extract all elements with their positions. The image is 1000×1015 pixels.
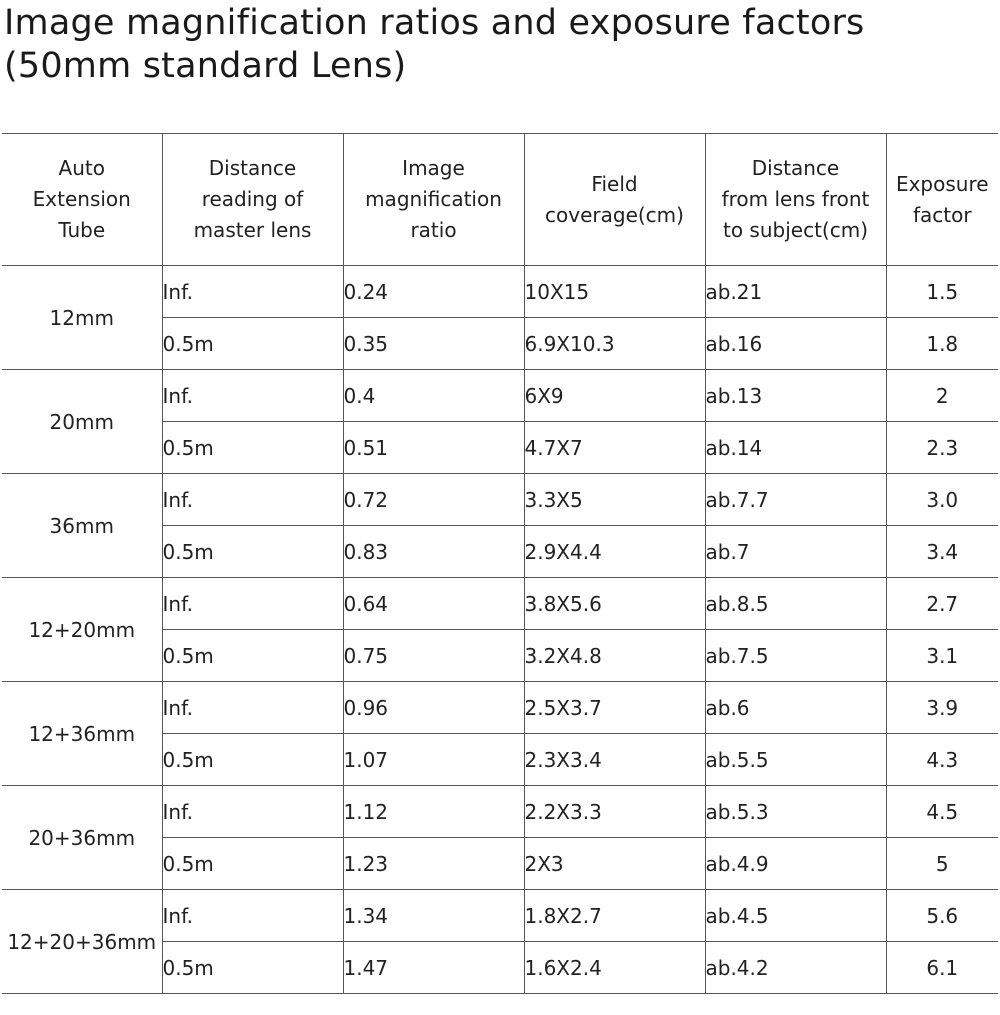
- page-title: [4, 2, 864, 88]
- magnification-cell: 0.51: [343, 422, 524, 474]
- header-text: Tube: [58, 218, 106, 242]
- field-cell: 1.6X2.4: [524, 942, 705, 994]
- magnification-cell: 0.64: [343, 578, 524, 630]
- tube-cell: 36mm: [2, 474, 162, 578]
- subject-distance-cell: ab.5.5: [705, 734, 886, 786]
- table-row: [2, 682, 998, 734]
- tube-cell: 12+20+36mm: [2, 890, 162, 994]
- header-field-coverage: [524, 134, 705, 266]
- magnification-cell: 1.07: [343, 734, 524, 786]
- distance-cell: 0.5m: [162, 318, 343, 370]
- distance-cell: Inf.: [162, 890, 343, 942]
- distance-cell: Inf.: [162, 370, 343, 422]
- exposure-cell: 4.3: [886, 734, 998, 786]
- magnification-table: [2, 133, 998, 994]
- header-text: from lens front: [721, 187, 870, 211]
- table-row: [2, 370, 998, 422]
- exposure-cell: 3.9: [886, 682, 998, 734]
- field-cell: 4.7X7: [524, 422, 705, 474]
- subject-distance-cell: ab.6: [705, 682, 886, 734]
- subject-distance-cell: ab.7: [705, 526, 886, 578]
- field-cell: 2.2X3.3: [524, 786, 705, 838]
- field-cell: 3.8X5.6: [524, 578, 705, 630]
- tube-cell: 12mm: [2, 266, 162, 370]
- header-text: Distance: [751, 156, 840, 180]
- title-line-1: Image magnification ratios and exposure factors: [4, 3, 865, 43]
- header-text: master lens: [193, 218, 312, 242]
- magnification-cell: 1.23: [343, 838, 524, 890]
- header-text: ratio: [410, 218, 457, 242]
- exposure-cell: 5: [886, 838, 998, 890]
- magnification-cell: 0.75: [343, 630, 524, 682]
- header-text: Auto: [58, 156, 105, 180]
- exposure-cell: 3.0: [886, 474, 998, 526]
- subject-distance-cell: ab.4.2: [705, 942, 886, 994]
- header-text: Exposure: [895, 171, 989, 196]
- magnification-cell: 0.72: [343, 474, 524, 526]
- header-text: Image: [402, 156, 465, 180]
- field-cell: 6.9X10.3: [524, 318, 705, 370]
- table-row: [2, 266, 998, 318]
- exposure-cell: 2: [886, 370, 998, 422]
- header-distance-reading: [162, 134, 343, 266]
- magnification-cell: 0.35: [343, 318, 524, 370]
- header-magnification-ratio: [343, 134, 524, 266]
- distance-cell: Inf.: [162, 786, 343, 838]
- header-text: reading of: [201, 187, 304, 211]
- subject-distance-cell: ab.13: [705, 370, 886, 422]
- header-text: Distance: [208, 156, 297, 180]
- subject-distance-cell: ab.5.3: [705, 786, 886, 838]
- distance-cell: Inf.: [162, 578, 343, 630]
- table-row: [2, 786, 998, 838]
- subject-distance-cell: ab.7.7: [705, 474, 886, 526]
- field-cell: 2.3X3.4: [524, 734, 705, 786]
- distance-cell: 0.5m: [162, 942, 343, 994]
- distance-cell: 0.5m: [162, 734, 343, 786]
- subject-distance-cell: ab.4.9: [705, 838, 886, 890]
- magnification-cell: 0.24: [343, 266, 524, 318]
- header-text: Extension: [32, 187, 131, 211]
- header-exposure-factor: [886, 134, 998, 266]
- field-cell: 2.9X4.4: [524, 526, 705, 578]
- exposure-cell: 3.4: [886, 526, 998, 578]
- field-cell: 3.2X4.8: [524, 630, 705, 682]
- tube-cell: 12+36mm: [2, 682, 162, 786]
- exposure-cell: 6.1: [886, 942, 998, 994]
- field-cell: 10X15: [524, 266, 705, 318]
- magnification-cell: 0.96: [343, 682, 524, 734]
- distance-cell: 0.5m: [162, 630, 343, 682]
- header-text: to subject(cm): [722, 218, 868, 242]
- distance-cell: Inf.: [162, 474, 343, 526]
- subject-distance-cell: ab.4.5: [705, 890, 886, 942]
- title-line-2: (50mm standard Lens): [4, 46, 407, 86]
- subject-distance-cell: ab.14: [705, 422, 886, 474]
- magnification-cell: 1.34: [343, 890, 524, 942]
- distance-cell: Inf.: [162, 266, 343, 318]
- subject-distance-cell: ab.16: [705, 318, 886, 370]
- table-row: [2, 474, 998, 526]
- field-cell: 3.3X5: [524, 474, 705, 526]
- header-auto-extension-tube: [2, 134, 162, 266]
- subject-distance-cell: ab.21: [705, 266, 886, 318]
- table-row: [2, 890, 998, 942]
- field-cell: 2.5X3.7: [524, 682, 705, 734]
- header-row: [2, 134, 998, 266]
- tube-cell: 12+20mm: [2, 578, 162, 682]
- exposure-cell: 3.1: [886, 630, 998, 682]
- field-cell: 6X9: [524, 370, 705, 422]
- distance-cell: Inf.: [162, 682, 343, 734]
- tube-cell: 20mm: [2, 370, 162, 474]
- field-cell: 1.8X2.7: [524, 890, 705, 942]
- header-distance-to-subject: [705, 134, 886, 266]
- table-row: [2, 578, 998, 630]
- subject-distance-cell: ab.7.5: [705, 630, 886, 682]
- tube-cell: 20+36mm: [2, 786, 162, 890]
- distance-cell: 0.5m: [162, 526, 343, 578]
- exposure-cell: 1.8: [886, 318, 998, 370]
- magnification-cell: 1.12: [343, 786, 524, 838]
- exposure-cell: 2.7: [886, 578, 998, 630]
- exposure-cell: 5.6: [886, 890, 998, 942]
- field-cell: 2X3: [524, 838, 705, 890]
- header-text: magnification: [365, 187, 502, 211]
- subject-distance-cell: ab.8.5: [705, 578, 886, 630]
- exposure-cell: 2.3: [886, 422, 998, 474]
- header-text: Field: [591, 171, 638, 196]
- header-text: coverage(cm): [545, 202, 684, 227]
- distance-cell: 0.5m: [162, 422, 343, 474]
- distance-cell: 0.5m: [162, 838, 343, 890]
- header-text: factor: [912, 202, 972, 227]
- magnification-cell: 0.83: [343, 526, 524, 578]
- exposure-cell: 1.5: [886, 266, 998, 318]
- exposure-cell: 4.5: [886, 786, 998, 838]
- magnification-cell: 1.47: [343, 942, 524, 994]
- magnification-cell: 0.4: [343, 370, 524, 422]
